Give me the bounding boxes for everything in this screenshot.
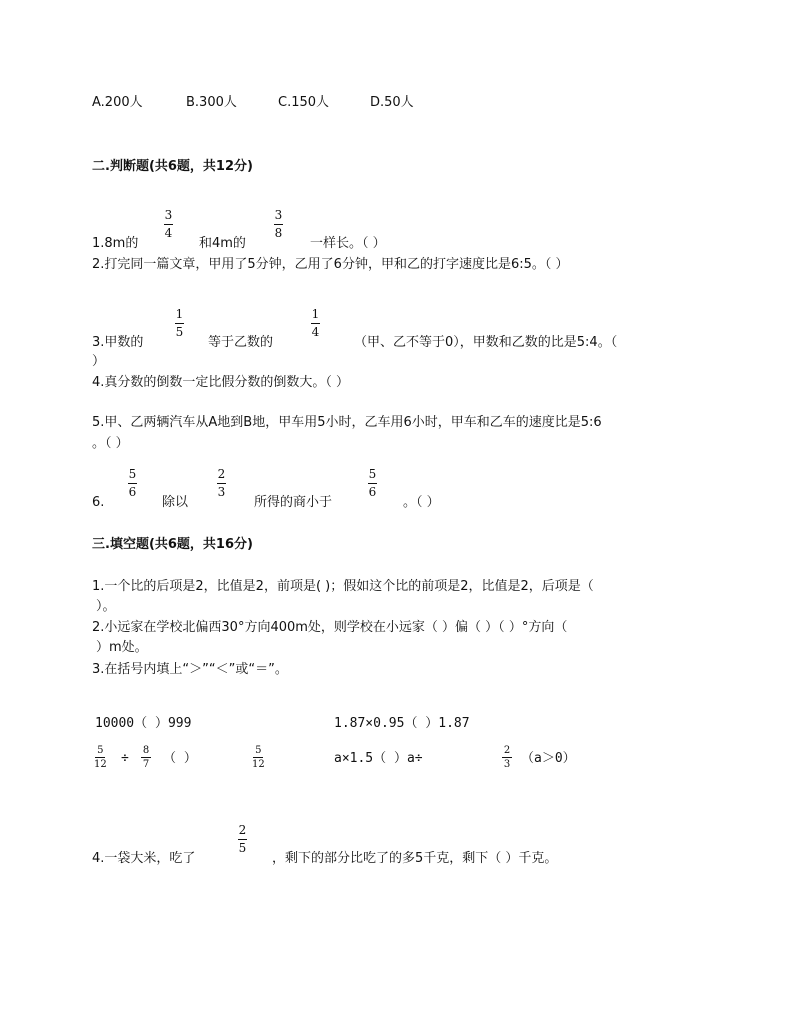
judge-q6-part-b: 所得的商小于: [254, 495, 333, 510]
option-a: A.200人: [92, 95, 143, 110]
fill-q4-part-b: ，剩下的部分比吃了的多5千克，剩下（ ）千克。: [272, 851, 558, 866]
option-d: D.50人: [370, 95, 414, 110]
judge-q1-part-c: 一样长。（ ）: [310, 236, 386, 251]
fraction-two-fifths: 2 5: [238, 823, 247, 855]
judge-q3-part-d: ）: [92, 354, 106, 369]
compare-row2-right-part-a: a×1.5（ ）a÷: [334, 751, 423, 766]
fill-q1-part-b: ）。: [96, 599, 116, 614]
fraction-five-sixths: 5 6: [128, 467, 137, 499]
fill-q1-part-a: 1.一个比的后项是2，比值是2，前项是( )；假如这个比的前项是2，比值是2，后项是（: [92, 579, 594, 594]
fraction-eight-sevenths: 8 7: [142, 745, 150, 770]
fill-q2-part-a: 2.小远家在学校北偏西30°方向400m处，则学校在小远家（ ）偏（ ）（ ）°方向（: [92, 620, 568, 635]
compare-row2-right-part-c: （a＞0）: [521, 751, 576, 766]
fill-q4-part-a: 4.一袋大米，吃了: [92, 851, 196, 866]
judge-q5-part-b: 。（ ）: [92, 436, 129, 451]
judge-q2: 2.打完同一篇文章，甲用了5分钟，乙用了6分钟，甲和乙的打字速度比是6:5。（ ）: [92, 257, 569, 272]
fraction-five-sixths-2: 5 6: [368, 467, 377, 499]
judge-q1-part-b: 和4m的: [199, 236, 246, 251]
compare-row2-left-blank: （ ）: [163, 751, 197, 766]
option-c: C.150人: [278, 95, 330, 110]
fill-q3: 3.在括号内填上“＞”“＜”或“＝”。: [92, 662, 288, 677]
judge-q6-part-c: 。（ ）: [403, 495, 440, 510]
fraction-two-thirds-small: 2 3: [503, 745, 511, 770]
fraction-three-eighths: 3 8: [274, 208, 283, 240]
section-title-fill-blank: 三.填空题(共6题，共16分): [92, 537, 253, 552]
fraction-three-fourths: 3 4: [164, 208, 173, 240]
judge-q3-part-b: 等于乙数的: [208, 335, 274, 350]
fraction-two-thirds: 2 3: [217, 467, 226, 499]
option-b: B.300人: [186, 95, 237, 110]
judge-q3-part-c: （甲、乙不等于0），甲数和乙数的比是5:4。（: [354, 335, 618, 350]
compare-row1-left: 10000（ ）999: [95, 716, 192, 731]
fraction-five-twelfths: 5 12: [94, 745, 107, 770]
fraction-one-fourth: 1 4: [311, 307, 320, 339]
divide-sign: ÷: [121, 751, 129, 766]
judge-q1-part-a: 1.8m的: [92, 236, 139, 251]
judge-q5-part-a: 5.甲、乙两辆汽车从A地到B地，甲车用5小时，乙车用6小时，甲车和乙车的速度比是5:6: [92, 415, 602, 430]
fraction-one-fifth: 1 5: [175, 307, 184, 339]
fill-q2-part-b: ）m处。: [96, 640, 148, 655]
judge-q4: 4.真分数的倒数一定比假分数的倒数大。（ ）: [92, 375, 350, 390]
judge-q3-part-a: 3.甲数的: [92, 335, 144, 350]
section-title-judgement: 二.判断题(共6题，共12分): [92, 159, 253, 174]
fraction-five-twelfths-2: 5 12: [252, 745, 265, 770]
judge-q6-part-a: 除以: [162, 495, 189, 510]
compare-row1-right: 1.87×0.95（ ）1.87: [334, 716, 470, 731]
judge-q6-number: 6.: [92, 495, 105, 510]
